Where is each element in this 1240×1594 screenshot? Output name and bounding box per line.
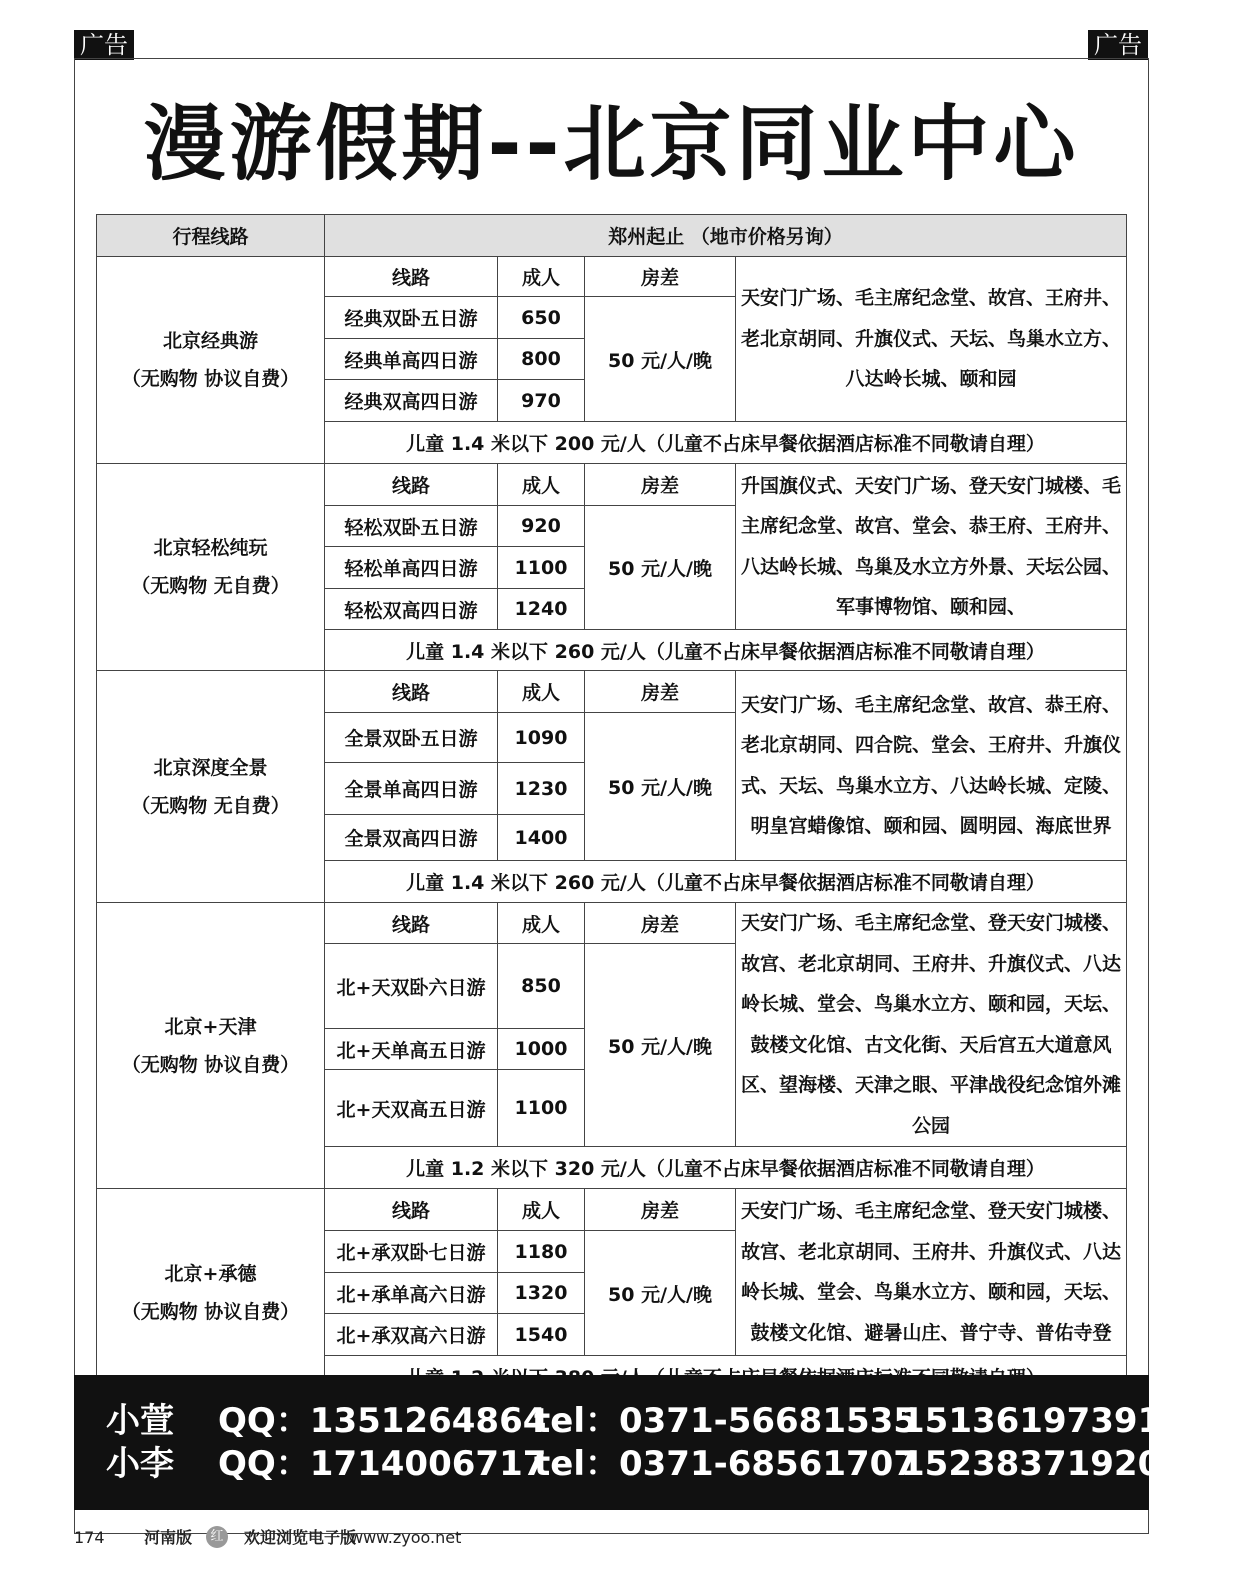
room-difference: 50 元/人/晚 xyxy=(585,506,736,630)
package-name: 北+承单高六日游 xyxy=(325,1273,498,1314)
adult-price: 800 xyxy=(498,339,585,380)
header-origin: 郑州起止 （地市价格另询） xyxy=(325,215,1127,257)
room-difference: 50 元/人/晚 xyxy=(585,1231,736,1356)
column-header-adult: 成人 xyxy=(498,464,585,506)
column-header-adult: 成人 xyxy=(498,903,585,944)
column-header-route: 线路 xyxy=(325,1189,498,1231)
package-name: 经典双高四日游 xyxy=(325,380,498,422)
contact-tel: tel：0371-56681535 xyxy=(534,1401,917,1441)
table-row xyxy=(97,464,1127,506)
route-group-name xyxy=(97,671,325,903)
column-header-adult: 成人 xyxy=(498,257,585,297)
adult-price: 650 xyxy=(498,297,585,339)
contact-name: 小李 xyxy=(106,1444,174,1484)
adult-price: 1000 xyxy=(498,1029,585,1070)
contact-banner xyxy=(74,1375,1162,1510)
contact-mobile: 15238371920 xyxy=(901,1444,1162,1484)
package-name: 轻松双高四日游 xyxy=(325,589,498,630)
adult-price: 1240 xyxy=(498,589,585,630)
route-group-note: （无购物 协议自费） xyxy=(121,1053,300,1076)
adult-price: 1090 xyxy=(498,713,585,763)
magazine-logo-icon: 红 xyxy=(206,1526,228,1548)
route-group-name xyxy=(97,257,325,464)
table-row xyxy=(97,903,1127,944)
edition-label: 河南版 xyxy=(144,1528,193,1547)
contact-tel: tel：0371-68561707 xyxy=(534,1444,917,1484)
adult-price: 850 xyxy=(498,944,585,1029)
itinerary-sites: 天安门广场、毛主席纪念堂、故宫、王府井、老北京胡同、升旗仪式、天坛、鸟巢水立方、八达岭长城、颐和园 xyxy=(736,257,1127,422)
table-row xyxy=(97,1189,1127,1231)
package-name: 全景双卧五日游 xyxy=(325,713,498,763)
welcome-text: 欢迎浏览电子版 xyxy=(244,1528,357,1547)
itinerary-sites: 升国旗仪式、天安门广场、登天安门城楼、毛主席纪念堂、故宫、堂会、恭王府、王府井、八达岭长城、鸟巢及水立方外景、天坛公园、军事博物馆、颐和园、 xyxy=(736,464,1127,630)
website-link[interactable]: www.zyoo.net xyxy=(350,1528,462,1547)
child-price-note: 儿童 1.4 米以下 260 元/人（儿童不占床早餐依据酒店标准不同敬请自理） xyxy=(325,861,1127,903)
column-header-room: 房差 xyxy=(585,903,736,944)
package-name: 经典双卧五日游 xyxy=(325,297,498,339)
route-group-title: 北京轻松纯玩 xyxy=(153,537,268,559)
room-difference: 50 元/人/晚 xyxy=(585,944,736,1147)
adult-price: 1100 xyxy=(498,1070,585,1147)
adult-price: 1320 xyxy=(498,1273,585,1314)
column-header-adult: 成人 xyxy=(498,1189,585,1231)
contact-qq: QQ：1351264864 xyxy=(218,1401,547,1441)
package-name: 北+承双卧七日游 xyxy=(325,1231,498,1273)
adult-price: 1100 xyxy=(498,547,585,589)
ad-tag-right: 广告 xyxy=(1088,30,1148,60)
adult-price: 1230 xyxy=(498,763,585,815)
package-name: 经典单高四日游 xyxy=(325,339,498,380)
adult-price: 970 xyxy=(498,380,585,422)
route-price-table xyxy=(96,214,1127,1397)
room-difference: 50 元/人/晚 xyxy=(585,297,736,422)
itinerary-sites: 天安门广场、毛主席纪念堂、故宫、恭王府、老北京胡同、四合院、堂会、王府井、升旗仪式、天坛、鸟巢水立方、八达岭长城、定陵、明皇宫蜡像馆、颐和园、圆明园、海底世界 xyxy=(736,671,1127,861)
column-header-room: 房差 xyxy=(585,671,736,713)
contact-mobile: 15136197391 xyxy=(901,1401,1162,1441)
package-name: 北+天双高五日游 xyxy=(325,1070,498,1147)
page-title: 漫游假期--北京同业中心 xyxy=(143,97,1080,192)
column-header-route: 线路 xyxy=(325,671,498,713)
adult-price: 1400 xyxy=(498,815,585,861)
route-group-title: 北京经典游 xyxy=(162,330,258,352)
itinerary-sites: 天安门广场、毛主席纪念堂、登天安门城楼、故宫、老北京胡同、王府井、升旗仪式、八达岭长城、堂会、鸟巢水立方、颐和园，天坛、鼓楼文化馆、古文化街、天后宫五大道意风区、望海楼、天津之眼、平津战役纪念馆外滩公园 xyxy=(736,903,1127,1147)
column-header-route: 线路 xyxy=(325,464,498,506)
column-header-room: 房差 xyxy=(585,464,736,506)
package-name: 轻松双卧五日游 xyxy=(325,506,498,547)
child-price-note: 儿童 1.4 米以下 260 元/人（儿童不占床早餐依据酒店标准不同敬请自理） xyxy=(325,630,1127,671)
route-group-title: 北京+承德 xyxy=(164,1262,257,1285)
route-group-note: （无购物 无自费） xyxy=(131,794,290,817)
package-name: 北+天单高五日游 xyxy=(325,1029,498,1070)
package-name: 北+天双卧六日游 xyxy=(325,944,498,1029)
package-name: 轻松单高四日游 xyxy=(325,547,498,589)
column-header-adult: 成人 xyxy=(498,671,585,713)
adult-price: 1540 xyxy=(498,1314,585,1356)
column-header-room: 房差 xyxy=(585,257,736,297)
table-row xyxy=(97,671,1127,713)
contact-qq: QQ：1714006717 xyxy=(218,1444,547,1484)
route-group-title: 北京+天津 xyxy=(164,1015,257,1038)
column-header-room: 房差 xyxy=(585,1189,736,1231)
child-price-note: 儿童 1.4 米以下 200 元/人（儿童不占床早餐依据酒店标准不同敬请自理） xyxy=(325,422,1127,464)
route-group-note: （无购物 协议自费） xyxy=(121,1300,300,1323)
route-group-name xyxy=(97,903,325,1189)
route-group-title: 北京深度全景 xyxy=(153,756,268,779)
child-price-note: 儿童 1.2 米以下 320 元/人（儿童不占床早餐依据酒店标准不同敬请自理） xyxy=(325,1147,1127,1189)
header-route: 行程线路 xyxy=(97,215,325,257)
table-header-row xyxy=(97,215,1127,257)
contact-name: 小萱 xyxy=(106,1401,174,1441)
route-group-note: （无购物 协议自费） xyxy=(121,368,300,390)
route-group-note: （无购物 无自费） xyxy=(131,575,290,597)
table-row xyxy=(97,257,1127,297)
package-name: 全景单高四日游 xyxy=(325,763,498,815)
column-header-route: 线路 xyxy=(325,257,498,297)
adult-price: 1180 xyxy=(498,1231,585,1273)
ad-tag-left: 广告 xyxy=(74,30,134,60)
adult-price: 920 xyxy=(498,506,585,547)
route-group-name xyxy=(97,464,325,671)
page-number: 174 xyxy=(74,1528,105,1547)
room-difference: 50 元/人/晚 xyxy=(585,713,736,861)
itinerary-sites: 天安门广场、毛主席纪念堂、登天安门城楼、故宫、老北京胡同、王府井、升旗仪式、八达岭长城、堂会、鸟巢水立方、颐和园，天坛、鼓楼文化馆、避暑山庄、普宁寺、普佑寺登 xyxy=(736,1189,1127,1356)
package-name: 全景双高四日游 xyxy=(325,815,498,861)
package-name: 北+承双高六日游 xyxy=(325,1314,498,1356)
column-header-route: 线路 xyxy=(325,903,498,944)
route-group-name xyxy=(97,1189,325,1397)
